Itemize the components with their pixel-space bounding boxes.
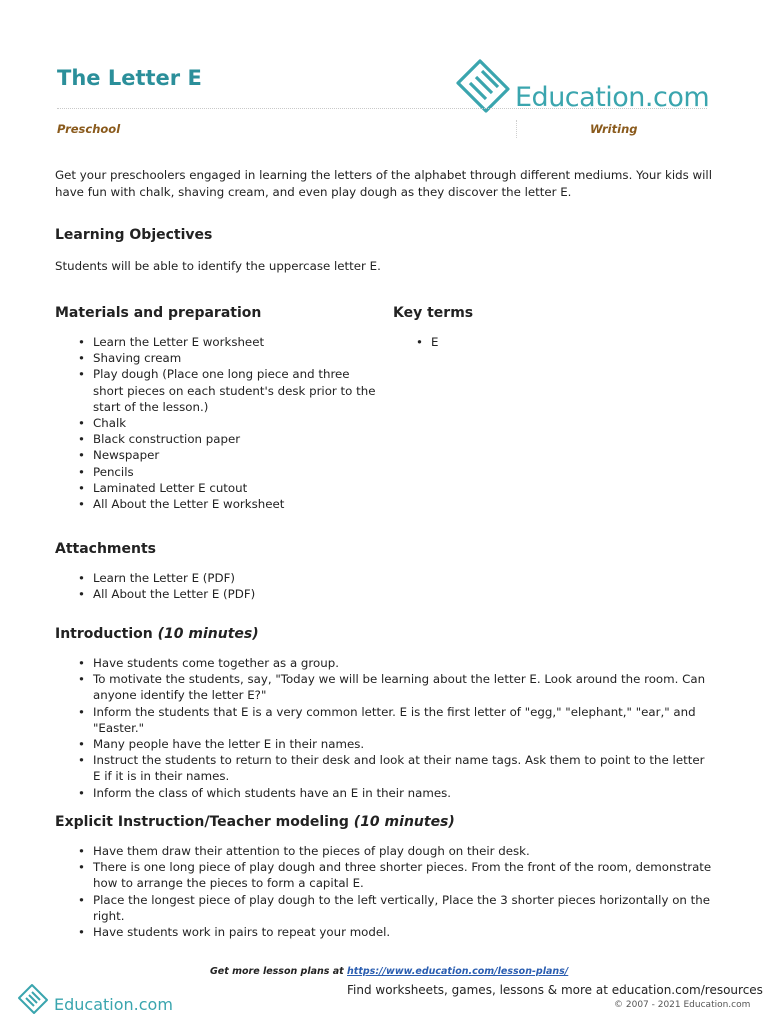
list-item-text: Inform the students that E is a very common letter. E is the first letter of "egg," "elephant," "ear," and "Easter." [93,704,696,735]
list-item-text: To motivate the students, say, "Today we will be learning about the letter E. Look around the room. Can anyone identify the letter E?" [93,672,706,703]
list-item-text: Inform the class of which students have an E in their names. [93,785,452,800]
header-divider [57,108,707,109]
list-item-text: Pencils [93,464,134,479]
attachment-link[interactable]: All About the Letter E (PDF) [93,587,256,602]
list-item: • Pencils [78,464,134,479]
list-item: • Chalk [78,416,127,431]
list-item-text: Place the longest piece of play dough to the left vertically, Place the 3 shorter pieces horizontally on the right. [93,892,710,923]
list-item: • Shaving cream [78,351,182,366]
list-item-text: E [431,335,439,349]
list-item-text: Play dough (Place one long piece and three short pieces on each student's desk prior to the start of the lesson.) [93,367,376,414]
more-lesson-plans [210,966,568,977]
introduction-heading [55,626,259,642]
list-item: • There is one long piece of play dough and three shorter pieces. From the front of the room, demonstrate how to arrange the pieces to form a capital E. [78,860,712,891]
list-item[interactable]: • All About the Letter E (PDF) [78,587,256,602]
section-duration: (10 minutes) [353,814,455,830]
list-item-text: Have students work in pairs to repeat your model. [93,925,391,940]
list-item: • E [416,335,439,349]
introduction-list [78,655,715,801]
list-item-text: Have them draw their attention to the pieces of play dough on their desk. [93,844,530,858]
list-item: • All About the Letter E worksheet [78,497,285,512]
list-item-text: Chalk [93,416,127,431]
list-item-text: Have students come together as a group. [93,656,339,670]
intro-paragraph: Get your preschoolers engaged in learning the letters of the alphabet through different mediums. Your kids will have fun with chalk, shaving cream, and even play dough as they discover the letter E. [55,168,712,199]
list-item: • Many people have the letter E in their names. [78,737,365,752]
materials-list [78,334,378,512]
materials-heading: Materials and preparation [55,305,262,321]
objectives-text: Students will be able to identify the uppercase letter E. [55,259,381,273]
list-item: • Laminated Letter E cutout [78,480,248,495]
list-item: • Have students come together as a group. [78,656,339,670]
list-item[interactable]: • Learn the Letter E (PDF) [78,571,235,585]
resources-text: Find worksheets, games, lessons & more at education.com/resources [347,983,763,997]
list-item: • Place the longest piece of play dough to the left vertically, Place the 3 shorter pieces horizontally on the right. [78,892,710,923]
meta-separator [516,120,517,138]
lesson-plans-link[interactable]: https://www.education.com/lesson-plans/ [347,966,569,977]
objectives-heading: Learning Objectives [55,227,213,243]
list-item-text: All About the Letter E worksheet [93,497,285,512]
section-title: Introduction [55,626,153,642]
copyright-text: © 2007 - 2021 Education.com [614,1000,751,1010]
list-item-text: Learn the Letter E worksheet [93,335,265,349]
list-item-text: Instruct the students to return to their desk and look at their name tags. Ask them to point to the letter E if it is in their names. [93,753,705,784]
list-item: • Have them draw their attention to the pieces of play dough on their desk. [78,844,530,858]
list-item: • Learn the Letter E worksheet [78,335,265,349]
explicit-instruction-heading [55,814,455,830]
list-item-text: Many people have the letter E in their names. [93,737,365,752]
list-item-text: Shaving cream [93,351,182,366]
explicit-instruction-list [78,843,715,940]
attachments-list [78,570,393,602]
key-terms-heading: Key terms [393,305,474,321]
list-item-text: Black construction paper [93,432,241,447]
list-item: • Inform the class of which students have an E in their names. [78,785,452,800]
footer-logo-wordmark[interactable]: Education.com [54,995,173,1014]
list-item: • Play dough (Place one long piece and three short pieces on each student's desk prior to the start of the lesson.) [78,367,376,414]
grade-label: Preschool [57,122,121,136]
more-label: Get more lesson plans at [210,966,348,977]
list-item: • Inform the students that E is a very common letter. E is the first letter of "egg," "elephant," "ear," and "Easter." [78,704,696,735]
page-title: The Letter E [57,66,202,90]
list-item: • Instruct the students to return to their desk and look at their name tags. Ask them to point to the letter E if it is in their names. [78,753,705,784]
section-title: Explicit Instruction/Teacher modeling [55,814,349,830]
list-item: • To motivate the students, say, "Today we will be learning about the letter E. Look around the room. Can anyone identify the letter E?" [78,672,706,703]
list-item-text: Laminated Letter E cutout [93,480,248,495]
attachment-link[interactable]: Learn the Letter E (PDF) [93,571,235,585]
section-duration: (10 minutes) [157,626,259,642]
logo-wordmark[interactable]: Education.com [515,82,710,113]
list-item-text: Newspaper [93,448,160,463]
list-item: • Newspaper [78,448,160,463]
subject-label: Writing [590,122,638,136]
list-item-text: There is one long piece of play dough and three shorter pieces. From the front of the room, demonstrate how to arrange the pieces to form a capital E. [93,860,712,891]
list-item: • Have students work in pairs to repeat your model. [78,925,391,940]
attachments-heading: Attachments [55,541,157,557]
key-terms-list [416,334,631,350]
list-item: • Black construction paper [78,432,241,447]
